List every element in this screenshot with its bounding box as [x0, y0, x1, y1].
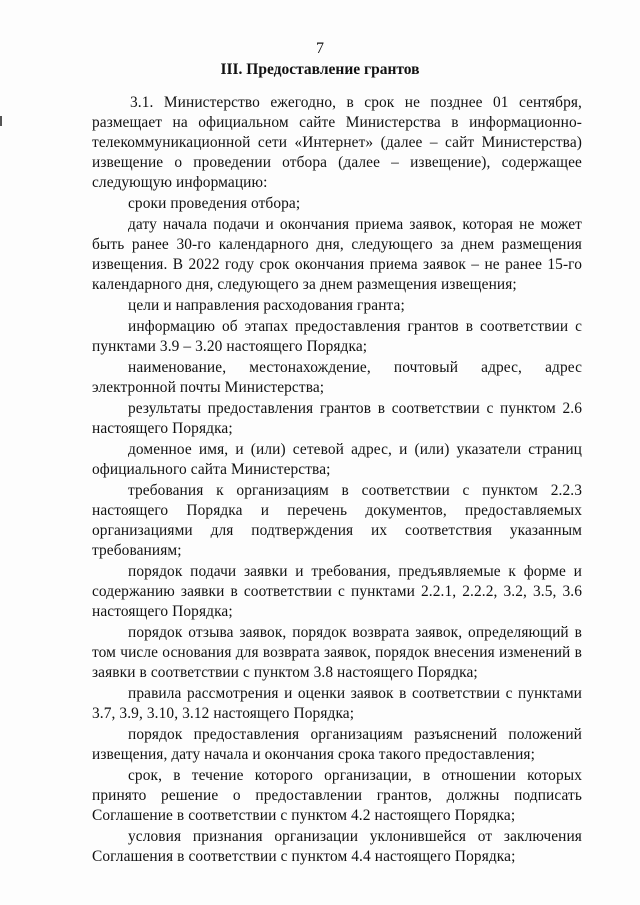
paragraph: условия признания организации уклонившейся от заключения Соглашения в соответствии с пунктом 4.4 настоящего Порядка; [92, 828, 582, 865]
scan-margin-mark [0, 116, 2, 126]
paragraph: порядок предоставления организациям разъяснений положений извещения, дату начала и окончания срока такого предоставления; [92, 726, 582, 763]
paragraph: порядок отзыва заявок, порядок возврата заявок, определяющий в том числе основания для возврата заявок, порядок внесения изменений в заявки в соответствии с пунктом 3.8 настоящего Порядка; [92, 624, 582, 681]
paragraph: срок, в течение которого организации, в отношении которых принято решение о предоставлении грантов, должны подписать Соглашение в соответствии с пунктом 4.2 настоящего Порядка; [92, 767, 582, 824]
paragraph: доменное имя, и (или) сетевой адрес, и (или) указатели страниц официального сайта Министерства; [92, 441, 582, 478]
paragraph: информацию об этапах предоставления грантов в соответствии с пунктами 3.9 – 3.20 настоящего Порядка; [92, 318, 582, 355]
paragraph: требования к организациям в соответствии с пунктом 2.2.3 настоящего Порядка и перечень документов, предоставляемых организациями для подтверждения их соответствия указанным требованиям; [92, 482, 582, 559]
paragraph: 3.1. Министерство ежегодно, в срок не позднее 01 сентября, размещает на официальном сайте Министерства в информационно-телекоммуникационной сети «Интернет» (далее – сайт Министерства) извещение о проведении отбора (далее – извещение), содержащее следующую информацию: [92, 94, 582, 191]
paragraph: сроки проведения отбора; [128, 195, 301, 212]
paragraph: цели и направления расходования гранта; [128, 297, 405, 314]
document-body [92, 93, 582, 868]
paragraph: дату начала подачи и окончания приема заявок, которая не может быть ранее 30-го календарного дня, следующего за днем размещения извещения. В 2022 году срок окончания приема заявок – не ранее 15-го календарного дня, следующего за днем размещения извещения; [92, 216, 582, 293]
section-heading: III. Предоставление грантов [220, 61, 420, 78]
paragraph: порядок подачи заявки и требования, предъявляемые к форме и содержанию заявки в соответствии с пунктами 2.2.1, 2.2.2, 3.2, 3.5, 3.6 настоящего Порядка; [92, 563, 582, 620]
page-number: 7 [316, 40, 324, 57]
paragraph: правила рассмотрения и оценки заявок в соответствии с пунктами 3.7, 3.9, 3.10, 3.12 настоящего Порядка; [92, 685, 582, 722]
paragraph: результаты предоставления грантов в соответствии с пунктом 2.6 настоящего Порядка; [92, 400, 582, 437]
paragraph: наименование, местонахождение, почтовый адрес, адрес электронной почты Министерства; [92, 359, 582, 396]
